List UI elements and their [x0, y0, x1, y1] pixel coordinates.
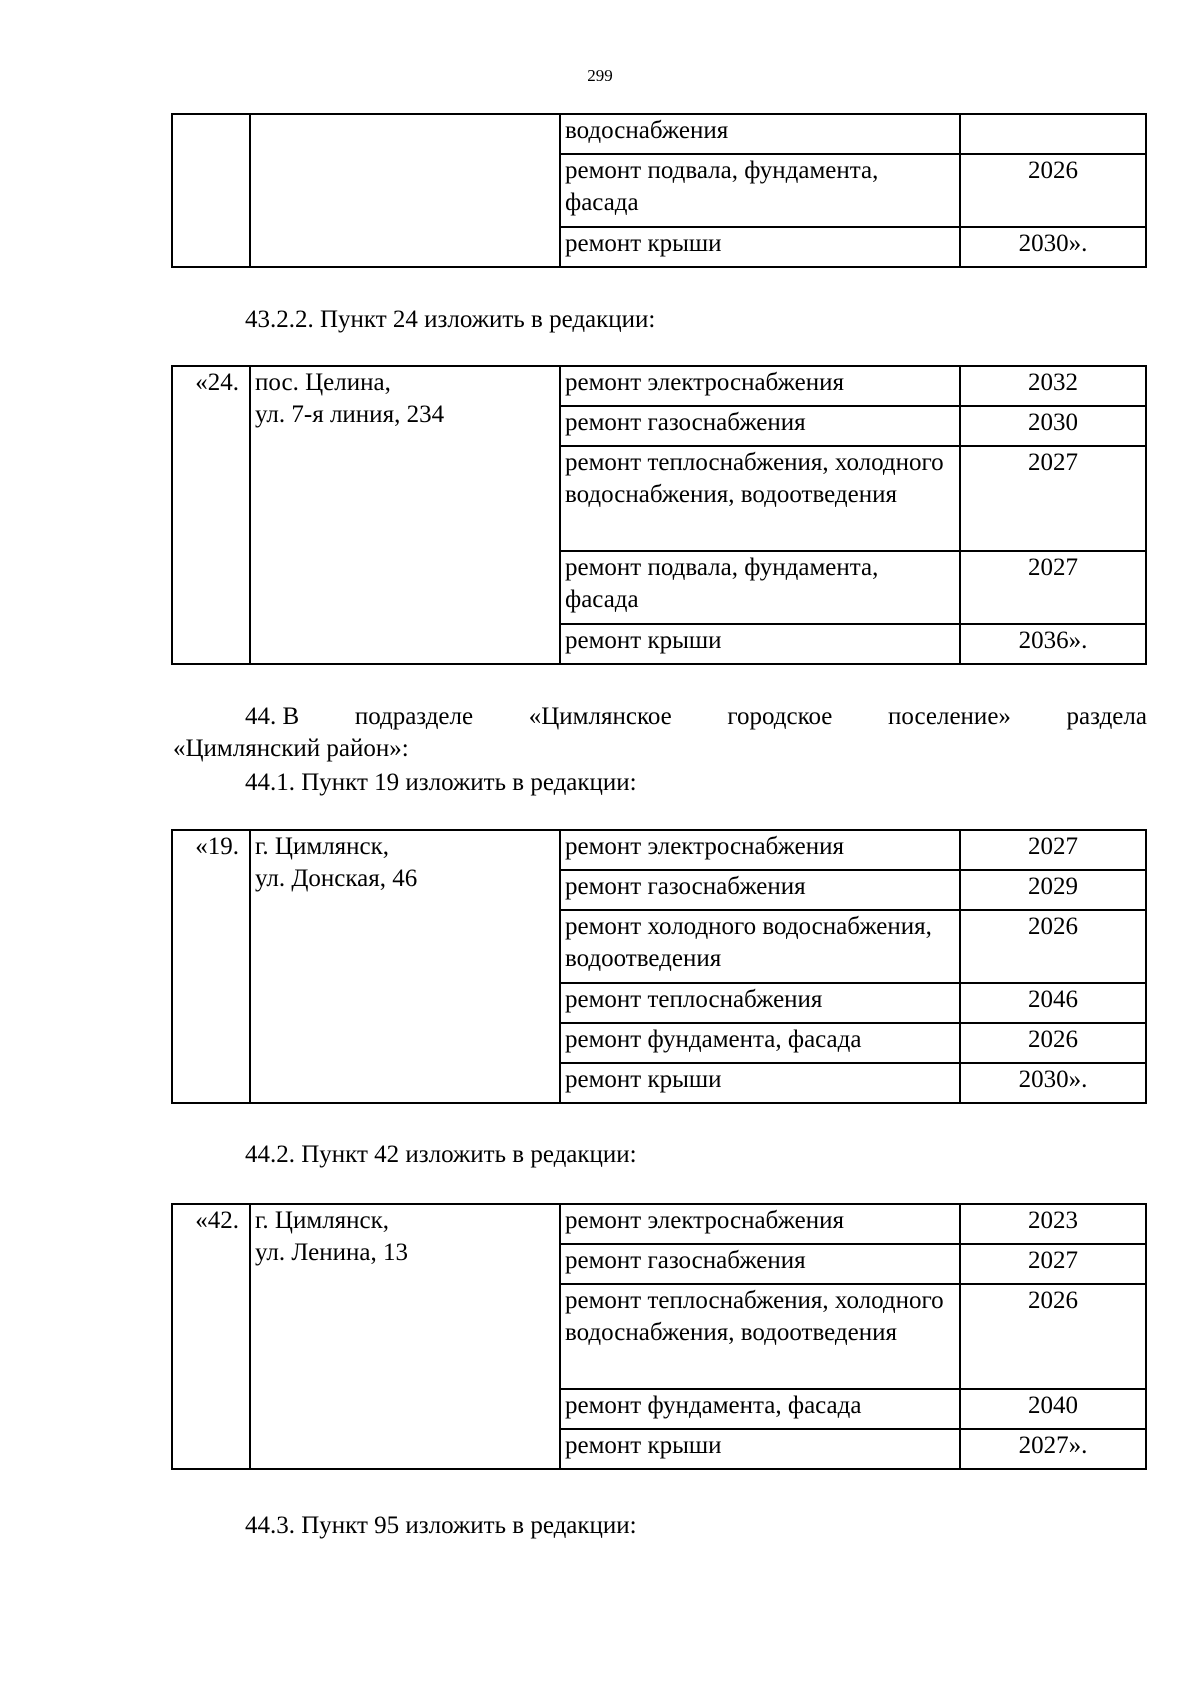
work-cell: ремонт крыши	[560, 624, 960, 664]
year-cell: 2026	[960, 154, 1146, 227]
address-cell	[250, 114, 560, 267]
address-line: ул. 7-я линия, 234	[255, 401, 445, 428]
year-cell: 2046	[960, 983, 1146, 1023]
table-item-19	[171, 829, 1147, 1104]
work-cell: ремонт электроснабжения	[560, 366, 960, 406]
year-cell: 2027».	[960, 1429, 1146, 1469]
work-cell: ремонт электроснабжения	[560, 830, 960, 870]
address-cell	[250, 366, 560, 664]
word: поселение»	[887, 703, 1011, 730]
year-cell: 2040	[960, 1389, 1146, 1429]
work-cell: ремонт крыши	[560, 1429, 960, 1469]
year-cell: 2030».	[960, 227, 1146, 267]
item-number: «19.	[172, 830, 250, 1103]
year-cell: 2027	[960, 551, 1146, 624]
address-cell	[250, 1204, 560, 1469]
word: «Цимлянское	[528, 703, 672, 730]
word: раздела	[1066, 703, 1147, 730]
work-cell: ремонт подвала, фундамента, фасада	[560, 551, 960, 624]
work-cell: ремонт электроснабжения	[560, 1204, 960, 1244]
page-number: 299	[587, 66, 613, 85]
year-cell: 2026	[960, 1284, 1146, 1389]
work-cell: водоснабжения	[560, 114, 960, 154]
work-cell: ремонт подвала, фундамента, фасада	[560, 154, 960, 227]
work-cell: ремонт теплоснабжения	[560, 983, 960, 1023]
year-cell: 2027	[960, 830, 1146, 870]
year-cell: 2026	[960, 910, 1146, 983]
work-cell: ремонт газоснабжения	[560, 1244, 960, 1284]
year-cell: 2032	[960, 366, 1146, 406]
address-line: ул. Донская, 46	[255, 865, 418, 892]
work-cell: ремонт фундамента, фасада	[560, 1023, 960, 1063]
work-cell: ремонт газоснабжения	[560, 870, 960, 910]
work-cell: ремонт крыши	[560, 1063, 960, 1103]
word: подразделе	[354, 703, 474, 730]
year-cell: 2027	[960, 446, 1146, 551]
word: 44. В	[245, 703, 300, 730]
address-line: ул. Ленина, 13	[255, 1239, 408, 1266]
table-item-24	[171, 365, 1147, 665]
item-number: «42.	[172, 1204, 250, 1469]
paragraph-44-line2: «Цимлянский район»:	[173, 735, 409, 762]
year-cell: 2026	[960, 1023, 1146, 1063]
paragraph-43-2-2: 43.2.2. Пункт 24 изложить в редакции:	[245, 306, 656, 333]
work-cell: ремонт холодного водоснабжения, водоотведения	[560, 910, 960, 983]
table-row	[172, 830, 1146, 870]
address-line: г. Цимлянск,	[255, 1207, 390, 1234]
table-row	[172, 366, 1146, 406]
num-cell	[172, 114, 250, 267]
year-cell: 2027	[960, 1244, 1146, 1284]
year-cell: 2030	[960, 406, 1146, 446]
year-cell	[960, 114, 1146, 154]
table-continuation	[171, 113, 1147, 268]
word: городское	[727, 703, 833, 730]
year-cell: 2030».	[960, 1063, 1146, 1103]
address-line: г. Цимлянск,	[255, 833, 390, 860]
work-cell: ремонт теплоснабжения, холодного водоснабжения, водоотведения	[560, 446, 960, 551]
paragraph-44-3: 44.3. Пункт 95 изложить в редакции:	[245, 1512, 637, 1539]
paragraph-44-1: 44.1. Пункт 19 изложить в редакции:	[245, 769, 637, 796]
address-line: пос. Целина,	[255, 369, 391, 396]
work-cell: ремонт фундамента, фасада	[560, 1389, 960, 1429]
address-cell	[250, 830, 560, 1103]
paragraph-44-line1	[245, 701, 1147, 733]
work-cell: ремонт газоснабжения	[560, 406, 960, 446]
year-cell: 2036».	[960, 624, 1146, 664]
table-row	[172, 114, 1146, 154]
year-cell: 2023	[960, 1204, 1146, 1244]
work-cell: ремонт крыши	[560, 227, 960, 267]
item-number: «24.	[172, 366, 250, 664]
table-item-42	[171, 1203, 1147, 1470]
paragraph-44-2: 44.2. Пункт 42 изложить в редакции:	[245, 1141, 637, 1168]
work-cell: ремонт теплоснабжения, холодного водоснабжения, водоотведения	[560, 1284, 960, 1389]
year-cell: 2029	[960, 870, 1146, 910]
table-row	[172, 1204, 1146, 1244]
